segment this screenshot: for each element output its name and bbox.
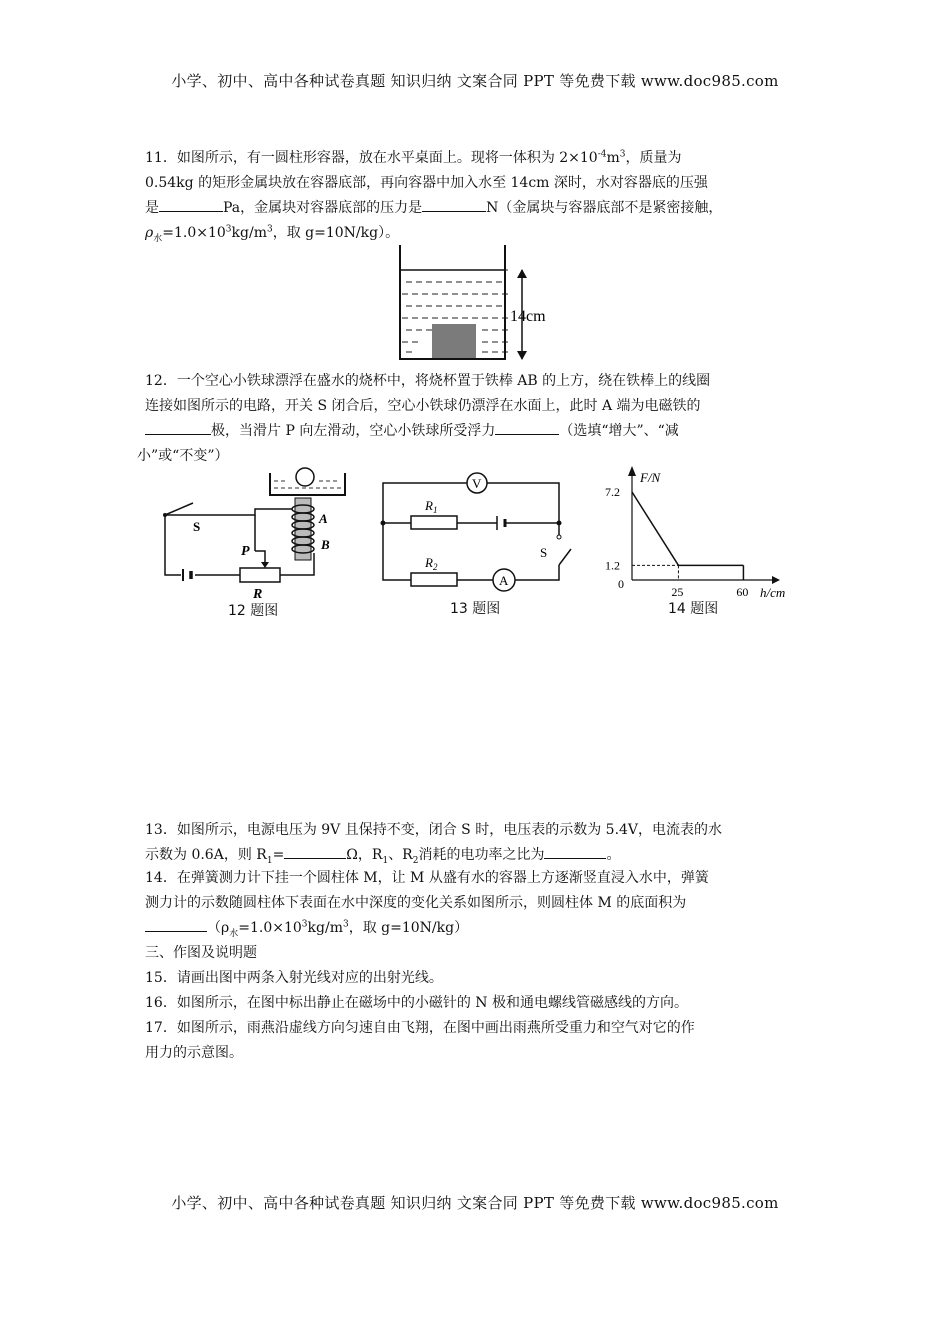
q11-text: 11．如图所示，有一圆柱形容器，放在水平桌面上。现将一体积为 2×10 xyxy=(145,150,598,166)
q11-sup2: 3 xyxy=(266,224,273,235)
answer-blank-pressure[interactable] xyxy=(159,196,223,212)
q11-line2: 0.54kg 的矩形金属块放在容器底部，再向容器中加入水至 14cm 深时，水对容器底的压强 xyxy=(145,175,708,191)
page-header: 小学、初中、高中各种试卷真题 知识归纳 文案合同 PPT 等免费下载 www.doc985.com xyxy=(171,72,779,90)
figure-14-chart xyxy=(600,462,800,602)
rho-symbol: ρ xyxy=(145,225,154,241)
rheostat xyxy=(240,568,280,582)
answer-blank-R1[interactable] xyxy=(284,843,346,859)
switch-lever xyxy=(165,503,193,515)
answer-blank-power-ratio[interactable] xyxy=(544,843,606,859)
y-tick-0: 0 xyxy=(618,577,624,591)
q14-line3c: kg/m xyxy=(307,920,343,936)
label-B: B xyxy=(321,537,330,552)
x-axis-label: h/cm xyxy=(760,585,786,600)
q14-sup2: 3 xyxy=(342,919,349,930)
slider-arrow xyxy=(261,562,269,568)
ammeter-label: A xyxy=(499,573,509,588)
q11-line4d: ，取 g=10N/kg）。 xyxy=(272,225,400,241)
answer-blank-area[interactable] xyxy=(145,916,207,932)
rho-sub: 水 xyxy=(153,233,163,244)
label-R: R xyxy=(253,587,263,600)
q13-eq: = xyxy=(272,847,285,863)
label-S: S xyxy=(193,519,201,534)
label-A: A xyxy=(319,511,328,526)
q12-line3a: 极，当滑片 P 向左滑动，空心小铁球所受浮力 xyxy=(211,423,496,439)
y-tick-1-2: 1.2 xyxy=(605,558,620,573)
q11-line3c: N（金属块与容器底部不是紧密接触， xyxy=(486,200,723,216)
q14-sub: 水 xyxy=(229,928,239,939)
q14-line3b: =1.0×10 xyxy=(238,920,302,936)
label-S: S xyxy=(540,545,548,560)
caption-12: 12 题图 xyxy=(228,603,279,619)
label-P: P xyxy=(241,544,250,559)
caption-14: 14 题图 xyxy=(668,601,719,617)
q11-exp: -4 xyxy=(597,149,607,160)
q13-line2a: 示数为 0.6A，则 R xyxy=(145,847,267,863)
answer-blank-pole[interactable] xyxy=(145,419,211,435)
q12-line4: 小”或“不变”） xyxy=(137,448,229,464)
q12-line1: 12．一个空心小铁球漂浮在盛水的烧杯中，将烧杯置于铁棒 AB 的上方，绕在铁棒上的线圈 xyxy=(145,373,711,389)
question-15: 15．请画出图中两条入射光线对应的出射光线。 xyxy=(145,970,443,986)
x-tick-25: 25 xyxy=(671,585,684,599)
q13-sub2: 1 xyxy=(382,855,389,866)
q13-end: 。 xyxy=(606,847,621,863)
q13-line2e: 消耗的电功率之比为 xyxy=(418,847,545,863)
depth-label: 14cm xyxy=(510,308,546,325)
figure-13 xyxy=(375,465,585,595)
voltmeter-label: V xyxy=(472,476,482,491)
x-tick-60: 60 xyxy=(736,585,749,599)
question-17-line1: 17．如图所示，雨燕沿虚线方向匀速自由飞翔，在图中画出雨燕所受重力和空气对它的作 xyxy=(145,1020,695,1036)
q14-line3d: ，取 g=10N/kg） xyxy=(348,920,469,936)
question-11 xyxy=(145,146,810,246)
q11-unit: m xyxy=(606,150,620,166)
section-heading-3: 三、作图及说明题 xyxy=(145,945,257,961)
q12-line3b: （选填“增大”、“减 xyxy=(559,423,679,439)
question-13 xyxy=(145,818,810,868)
question-12 xyxy=(137,369,810,469)
q11-line4c: kg/m xyxy=(231,225,267,241)
q11-text-end: ，质量为 xyxy=(625,150,682,166)
q11-sup: 3 xyxy=(225,224,232,235)
q13-line2c: Ω，R xyxy=(346,847,383,863)
y-tick-7-2: 7.2 xyxy=(605,485,620,499)
question-16: 16．如图所示，在图中标出静止在磁场中的小磁针的 N 极和通电螺线管磁感线的方向。 xyxy=(145,995,688,1011)
y-axis-label: F/N xyxy=(640,470,661,485)
q11-line4b: =1.0×10 xyxy=(162,225,226,241)
page-footer: 小学、初中、高中各种试卷真题 知识归纳 文案合同 PPT 等免费下载 www.doc985.com xyxy=(171,1194,779,1212)
line-segment-sinking xyxy=(632,492,678,565)
q11-line3a: 是 xyxy=(145,200,159,216)
q14-line3a: （ρ xyxy=(207,920,230,936)
q14-line2: 测力计的示数随圆柱体下表面在水中深度的变化关系如图所示，则圆柱体 M 的底面积为 xyxy=(145,895,687,911)
q13-sub3: 2 xyxy=(412,855,419,866)
answer-blank-force[interactable] xyxy=(422,196,486,212)
iron-ball xyxy=(296,468,314,486)
metal-block xyxy=(432,324,476,358)
label-R1: $R_1$ xyxy=(425,498,438,515)
q13-line2d: 、R xyxy=(388,847,413,863)
q13-sub1: 1 xyxy=(266,855,273,866)
resistor-R2 xyxy=(411,573,457,586)
resistor-R1 xyxy=(411,516,457,529)
caption-13: 13 题图 xyxy=(450,601,501,617)
q14-sup: 3 xyxy=(301,919,308,930)
q12-line2: 连接如图所示的电路，开关 S 闭合后，空心小铁球仍漂浮在水面上，此时 A 端为电磁铁的 xyxy=(145,398,701,414)
q11-line3b: Pa，金属块对容器底部的压力是 xyxy=(223,200,423,216)
q14-line1: 14．在弹簧测力计下挂一个圆柱体 M，让 M 从盛有水的容器上方逐渐竖直浸入水中，弹簧 xyxy=(145,870,709,886)
q13-line1: 13．如图所示，电源电压为 9V 且保持不变，闭合 S 时，电压表的示数为 5.4V，电流表的水 xyxy=(145,822,723,838)
container-figure xyxy=(390,240,570,365)
switch-S xyxy=(559,549,571,565)
question-14 xyxy=(145,866,810,1066)
question-17-line2: 用力的示意图。 xyxy=(145,1045,243,1061)
answer-blank-buoyancy[interactable] xyxy=(495,419,559,435)
figure-12 xyxy=(155,465,355,600)
q11-unit-sup: 3 xyxy=(619,149,626,160)
label-R2: $R_2$ xyxy=(425,555,438,572)
